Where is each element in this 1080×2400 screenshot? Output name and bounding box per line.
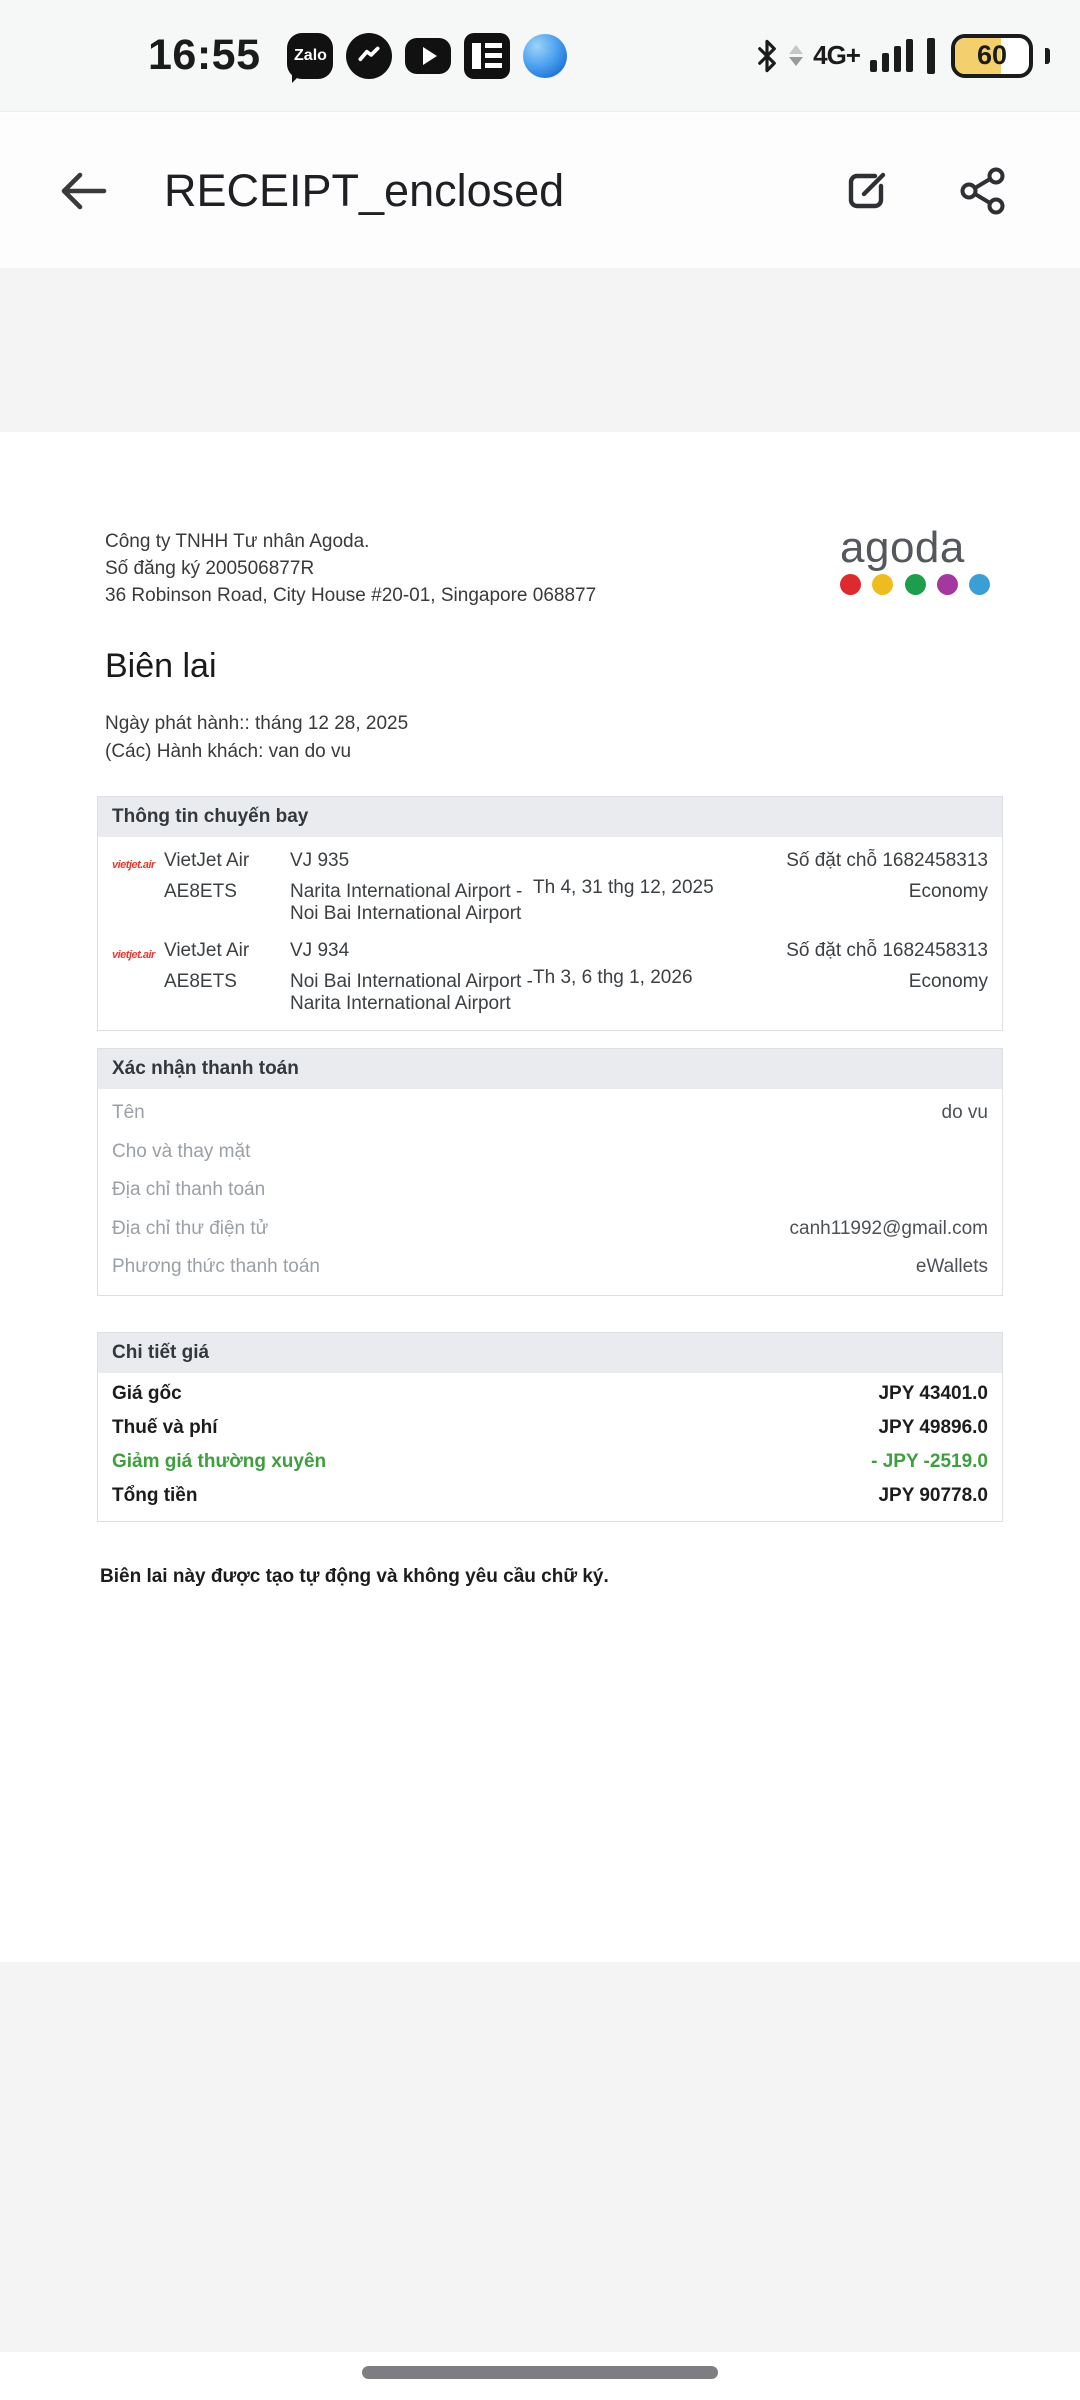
clock: 16:55 (148, 31, 261, 79)
cabin-class: Economy (908, 971, 988, 992)
status-bar-left (148, 31, 567, 80)
price-value: JPY 43401.0 (878, 1382, 988, 1404)
payment-section (97, 1048, 1003, 1296)
flight-route: Narita International Airport - Noi Bai International Airport (290, 881, 523, 924)
battery-nub (1045, 48, 1050, 64)
payment-value: do vu (941, 1102, 988, 1124)
payment-row (98, 1094, 1002, 1133)
price-section (97, 1332, 1003, 1522)
flight-row (98, 940, 1002, 1030)
share-button[interactable] (958, 166, 1008, 216)
status-bar (0, 0, 1080, 112)
pdf-page[interactable] (0, 432, 1080, 1962)
payment-row (98, 1248, 1002, 1287)
total-row (98, 1479, 1002, 1513)
zalo-notification-icon: Zalo (287, 33, 333, 79)
youtube-notification-icon (405, 38, 451, 74)
payment-label: Tên (112, 1102, 145, 1124)
price-label: Giá gốc (112, 1382, 182, 1404)
price-label: Giảm giá thường xuyên (112, 1450, 327, 1472)
flight-route: Noi Bai International Airport - Narita International Airport (290, 971, 533, 1014)
agoda-wordmark: agoda (840, 523, 965, 572)
flight-number: VJ 935 (290, 850, 350, 871)
network-type-label: 4G+ (813, 40, 860, 70)
flight-number: VJ 934 (290, 940, 350, 961)
payment-row (98, 1171, 1002, 1210)
airline-name: VietJet Air (164, 940, 250, 961)
discount-row (98, 1445, 1002, 1479)
flight-info-section (97, 796, 1003, 1031)
edit-button[interactable] (842, 166, 892, 216)
vietjet-logo: vietjet.air (112, 859, 155, 871)
bluetooth-icon (755, 39, 779, 73)
price-value: JPY 90778.0 (878, 1484, 988, 1506)
price-value: - JPY -2519.0 (871, 1450, 988, 1472)
company-registration: Số đăng ký 200506877R (105, 558, 315, 579)
receipt-heading: Biên lai (105, 647, 217, 685)
company-name: Công ty TNHH Tư nhân Agoda. (105, 531, 370, 552)
flight-date: Th 3, 6 thg 1, 2026 (533, 966, 693, 988)
data-activity-icon (789, 45, 803, 66)
price-value: JPY 49896.0 (878, 1416, 988, 1438)
issue-date-line: Ngày phát hành:: tháng 12 28, 2025 (105, 713, 409, 734)
flight-row (98, 837, 1002, 940)
booking-reference: Số đặt chỗ 1682458313 (786, 850, 988, 871)
messenger-notification-icon (346, 33, 392, 79)
airline-name: VietJet Air (164, 850, 250, 871)
pnr-code: AE8ETS (164, 881, 237, 902)
news-notification-icon (464, 33, 510, 79)
pnr-code: AE8ETS (164, 971, 237, 992)
status-bar-right (755, 34, 1050, 78)
gesture-nav-handle[interactable] (362, 2366, 718, 2379)
signal-bars-icon (870, 39, 913, 72)
secondary-signal-icon (927, 38, 935, 74)
flight-section-header: Thông tin chuyến bay (98, 797, 1002, 837)
battery-percent: 60 (976, 40, 1008, 70)
payment-label: Cho và thay mặt (112, 1140, 251, 1162)
passengers-line: (Các) Hành khách: van do vu (105, 741, 352, 762)
payment-row (98, 1133, 1002, 1172)
auto-generated-note: Biên lai này được tạo tự động và không yêu cầu chữ ký. (100, 1565, 609, 1587)
payment-value: eWallets (915, 1256, 988, 1278)
payment-label: Địa chỉ thư điện tử (112, 1217, 269, 1239)
price-label: Thuế và phí (112, 1416, 218, 1438)
app-header (0, 113, 1080, 268)
price-section-header: Chi tiết giá (98, 1333, 1002, 1373)
vietjet-logo: vietjet.air (112, 949, 155, 961)
agoda-logo (840, 523, 990, 595)
booking-reference: Số đặt chỗ 1682458313 (786, 940, 988, 961)
browser-notification-icon (523, 34, 567, 78)
company-street-address: 36 Robinson Road, City House #20-01, Singapore 068877 (105, 585, 597, 606)
payment-label: Phương thức thanh toán (112, 1256, 320, 1278)
price-label: Tổng tiền (112, 1484, 198, 1506)
receipt-content (0, 432, 1080, 1588)
gesture-nav-strip (0, 2352, 1080, 2400)
price-row (98, 1377, 1002, 1411)
flight-date: Th 4, 31 thg 12, 2025 (533, 876, 714, 898)
company-address-block (97, 528, 596, 609)
agoda-logo-dots (840, 574, 990, 595)
battery-icon (951, 34, 1033, 78)
payment-label: Địa chỉ thanh toán (112, 1179, 266, 1201)
payment-value: canh11992@gmail.com (789, 1217, 988, 1239)
payment-section-header: Xác nhận thanh toán (98, 1049, 1002, 1089)
cabin-class: Economy (908, 881, 988, 902)
document-title: RECEIPT_enclosed (164, 164, 565, 216)
price-row (98, 1411, 1002, 1445)
back-button[interactable] (58, 169, 110, 213)
payment-row (98, 1210, 1002, 1249)
